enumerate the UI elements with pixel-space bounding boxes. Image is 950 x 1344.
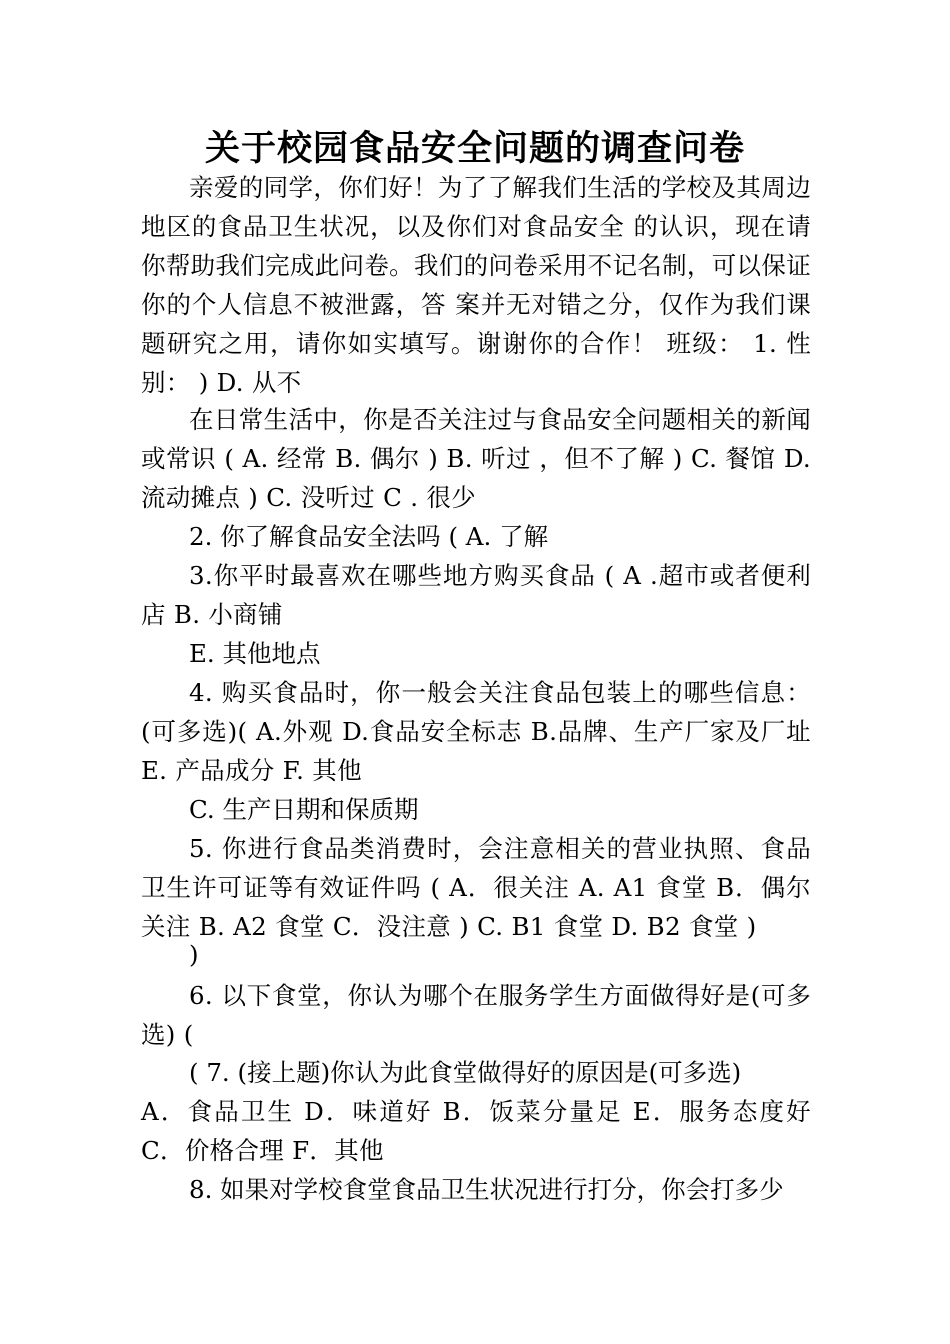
question-news: 在日常生活中，你是否关注过与食品安全问题相关的新闻或常识 ( A. 经常 B. 偶尔 ) B. 听过 ，但不了解 ) C. 餐馆 D. 流动摊点 ) C. 没听过 C . 很少 (141, 405, 811, 512)
question-5-close: ) (189, 940, 199, 969)
question-2: 2. 你了解食品安全法吗 ( A. 了解 (189, 522, 549, 551)
question-7-options: A．食品卫生 D．味道好 B．饭菜分量足 E．服务态度好 C．价格合理 F．其他 (141, 1097, 811, 1165)
question-6: 6. 以下食堂，你认为哪个在服务学生方面做得好是(可多选) ( (141, 981, 811, 1049)
question-5: 5. 你进行食品类消费时，会注意相关的营业执照、食品卫生许可证等有效证件吗 ( A．很关注 A. A1 食堂 B．偶尔关注 B. A2 食堂 C．没注意 ) C. B1 食堂 D. B2 食堂 ) (141, 834, 811, 941)
intro-paragraph: 亲爱的同学，你们好！为了了解我们生活的学校及其周边地区的食品卫生状况，以及你们对食品安全 的认识，现在请你帮助我们完成此问卷。我们的问卷采用不记名制，可以保证你的个人信息不被泄露，答 案并无对错之分，仅作为我们课题研究之用，请你如实填写。谢谢你的合作！ 班级： 1. 性别： ) D. 从不 (141, 173, 811, 397)
question-4-option-c: C. 生产日期和保质期 (189, 795, 419, 824)
question-8: 8. 如果对学校食堂食品卫生状况进行打分，你会打多少 (189, 1175, 784, 1204)
document-title: 关于校园食品安全问题的调查问卷 (204, 128, 745, 169)
question-4: 4. 购买食品时，你一般会关注食品包装上的哪些信息：(可多选)( A.外观 D.食品安全标志 B.品牌、生产厂家及厂址 E. 产品成分 F. 其他 (141, 678, 811, 785)
question-3-option-e: E. 其他地点 (189, 639, 321, 668)
question-7: ( 7. (接上题)你认为此食堂做得好的原因是(可多选) (189, 1058, 742, 1087)
question-3: 3.你平时最喜欢在哪些地方购买食品 ( A .超市或者便利店 B. 小商铺 (141, 561, 811, 629)
